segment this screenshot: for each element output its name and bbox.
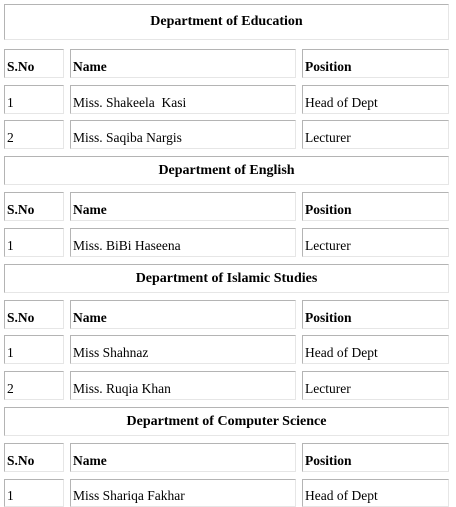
column-header-position: Position [302, 49, 449, 78]
row-name: Miss. Saqiba Nargis [70, 120, 296, 149]
row-position: Head of Dept [302, 479, 449, 507]
column-header-sno: S.No [4, 443, 64, 472]
row-position: Lecturer [302, 120, 449, 149]
section-title: Department of Islamic Studies [4, 264, 449, 293]
section-title: Department of English [4, 156, 449, 185]
column-header-position: Position [302, 300, 449, 329]
column-header-name: Name [70, 192, 296, 221]
column-header-name: Name [70, 443, 296, 472]
column-header-position: Position [302, 443, 449, 472]
row-position: Head of Dept [302, 335, 449, 364]
row-sno: 1 [4, 85, 64, 114]
row-sno: 1 [4, 479, 64, 507]
row-position: Lecturer [302, 228, 449, 257]
row-sno: 2 [4, 371, 64, 400]
column-header-name: Name [70, 300, 296, 329]
row-sno: 1 [4, 228, 64, 257]
column-header-position: Position [302, 192, 449, 221]
row-position: Head of Dept [302, 85, 449, 114]
row-name: Miss. Shakeela Kasi [70, 85, 296, 114]
column-header-name: Name [70, 49, 296, 78]
row-sno: 1 [4, 335, 64, 364]
column-header-sno: S.No [4, 300, 64, 329]
column-header-sno: S.No [4, 192, 64, 221]
row-position: Lecturer [302, 371, 449, 400]
row-name: Miss. BiBi Haseena [70, 228, 296, 257]
row-sno: 2 [4, 120, 64, 149]
section-title: Department of Computer Science [4, 407, 449, 436]
row-name: Miss Shariqa Fakhar [70, 479, 296, 507]
section-title: Department of Education [4, 4, 449, 40]
row-name: Miss. Ruqia Khan [70, 371, 296, 400]
row-name: Miss Shahnaz [70, 335, 296, 364]
column-header-sno: S.No [4, 49, 64, 78]
